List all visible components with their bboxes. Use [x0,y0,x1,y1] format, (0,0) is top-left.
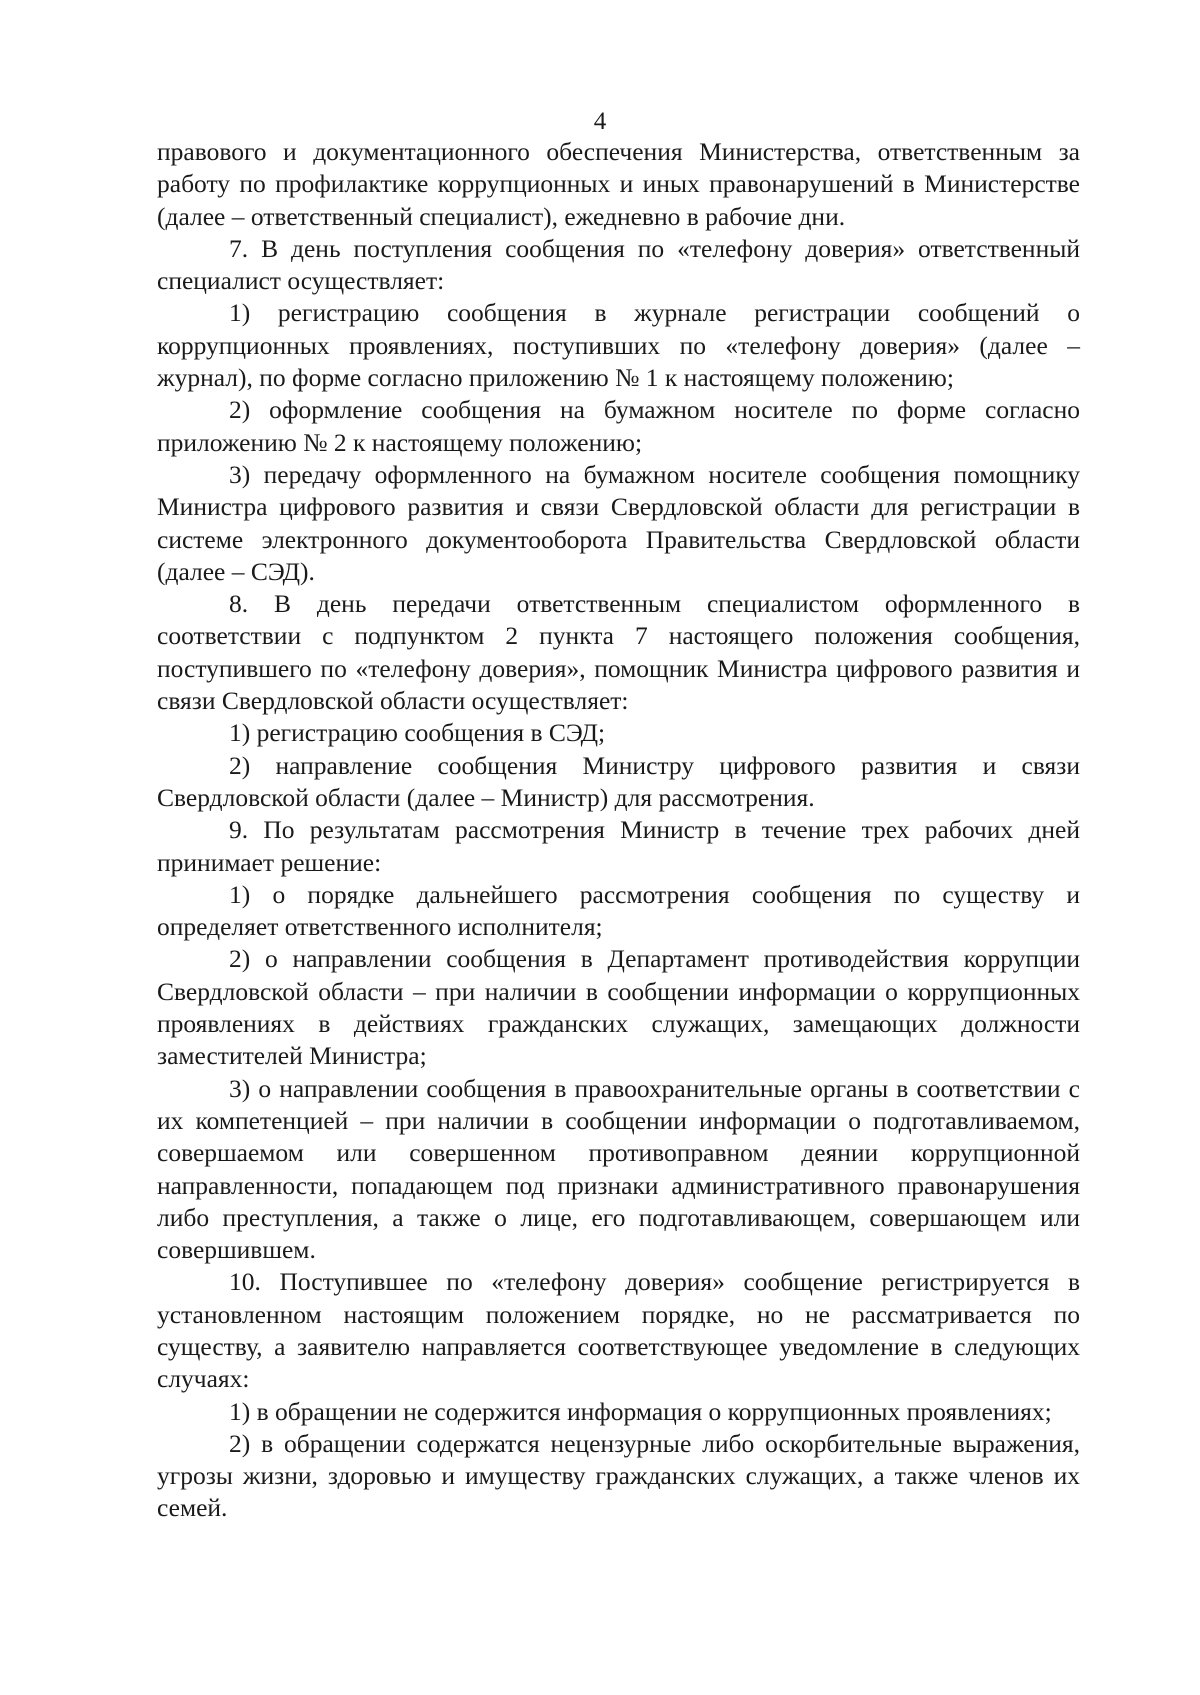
paragraph: 2) оформление сообщения на бумажном носителе по форме согласно приложению № 2 к настоящему положению; [157,395,1080,457]
paragraph: 7. В день поступления сообщения по «телефону доверия» ответственный специалист осуществляет: [157,233,1080,296]
paragraph: правового и документационного обеспечения Министерства, ответственным за работу по профилактике коррупционных и иных правонарушений в Министерстве (далее – ответственный специалист), ежедневно в рабочие дни. [157,137,1080,231]
paragraph: 2) о направлении сообщения в Департамент противодействия коррупции Свердловской области – при наличии в сообщении информации о коррупционных проявлениях в действиях гражданских служащих, замещающих должности заместителей Министра; [157,944,1080,1071]
paragraph: 1) в обращении не содержится информация о коррупционных проявлениях; [229,1396,1052,1426]
paragraph: 3) о направлении сообщения в правоохранительные органы в соответствии с их компетенцией – при наличии в сообщении информации о подготавливаемом, совершаемом или совершенном противоправном деянии коррупционной направленности, попадающем под признаки административного правонарушения либо преступления, а также о лице, его подготавливающем, совершающем или совершившем. [157,1073,1080,1265]
paragraph: 1) регистрацию сообщения в СЭД; [229,718,606,748]
paragraph: 1) регистрацию сообщения в журнале регистрации сообщений о коррупционных проявлениях, поступивших по «телефону доверия» (далее – журнал), по форме согласно приложению № 1 к настоящему положению; [157,298,1080,393]
page-number: 4 [593,108,607,135]
paragraph: 8. В день передачи ответственным специалистом оформленного в соответствии с подпунктом 2 пункта 7 настоящего положения сообщения, поступившего по «телефону доверия», помощник Министра цифрового развития и связи Свердловской области осуществляет: [157,589,1080,716]
paragraph: 2) в обращении содержатся нецензурные либо оскорбительные выражения, угрозы жизни, здоровью и имуществу гражданских служащих, а также членов их семей. [157,1428,1080,1523]
document-body [157,136,1080,1525]
paragraph: 2) направление сообщения Министру цифрового развития и связи Свердловской области (далее – Министр) для рассмотрения. [157,750,1080,812]
paragraph: 9. По результатам рассмотрения Министр в течение трех рабочих дней принимает решение: [157,815,1080,877]
paragraph: 3) передачу оформленного на бумажном носителе сообщения помощнику Министра цифрового развития и связи Свердловской области для регистрации в системе электронного документооборота Правительства Свердловской области (далее – СЭД). [157,459,1080,586]
paragraph: 1) о порядке дальнейшего рассмотрения сообщения по существу и определяет ответственного исполнителя; [157,879,1080,942]
paragraph: 10. Поступившее по «телефону доверия» сообщение регистрируется в установленном настоящим положением порядке, но не рассматривается по существу, а заявителю направляется соответствующее уведомление в следующих случаях: [157,1267,1080,1394]
